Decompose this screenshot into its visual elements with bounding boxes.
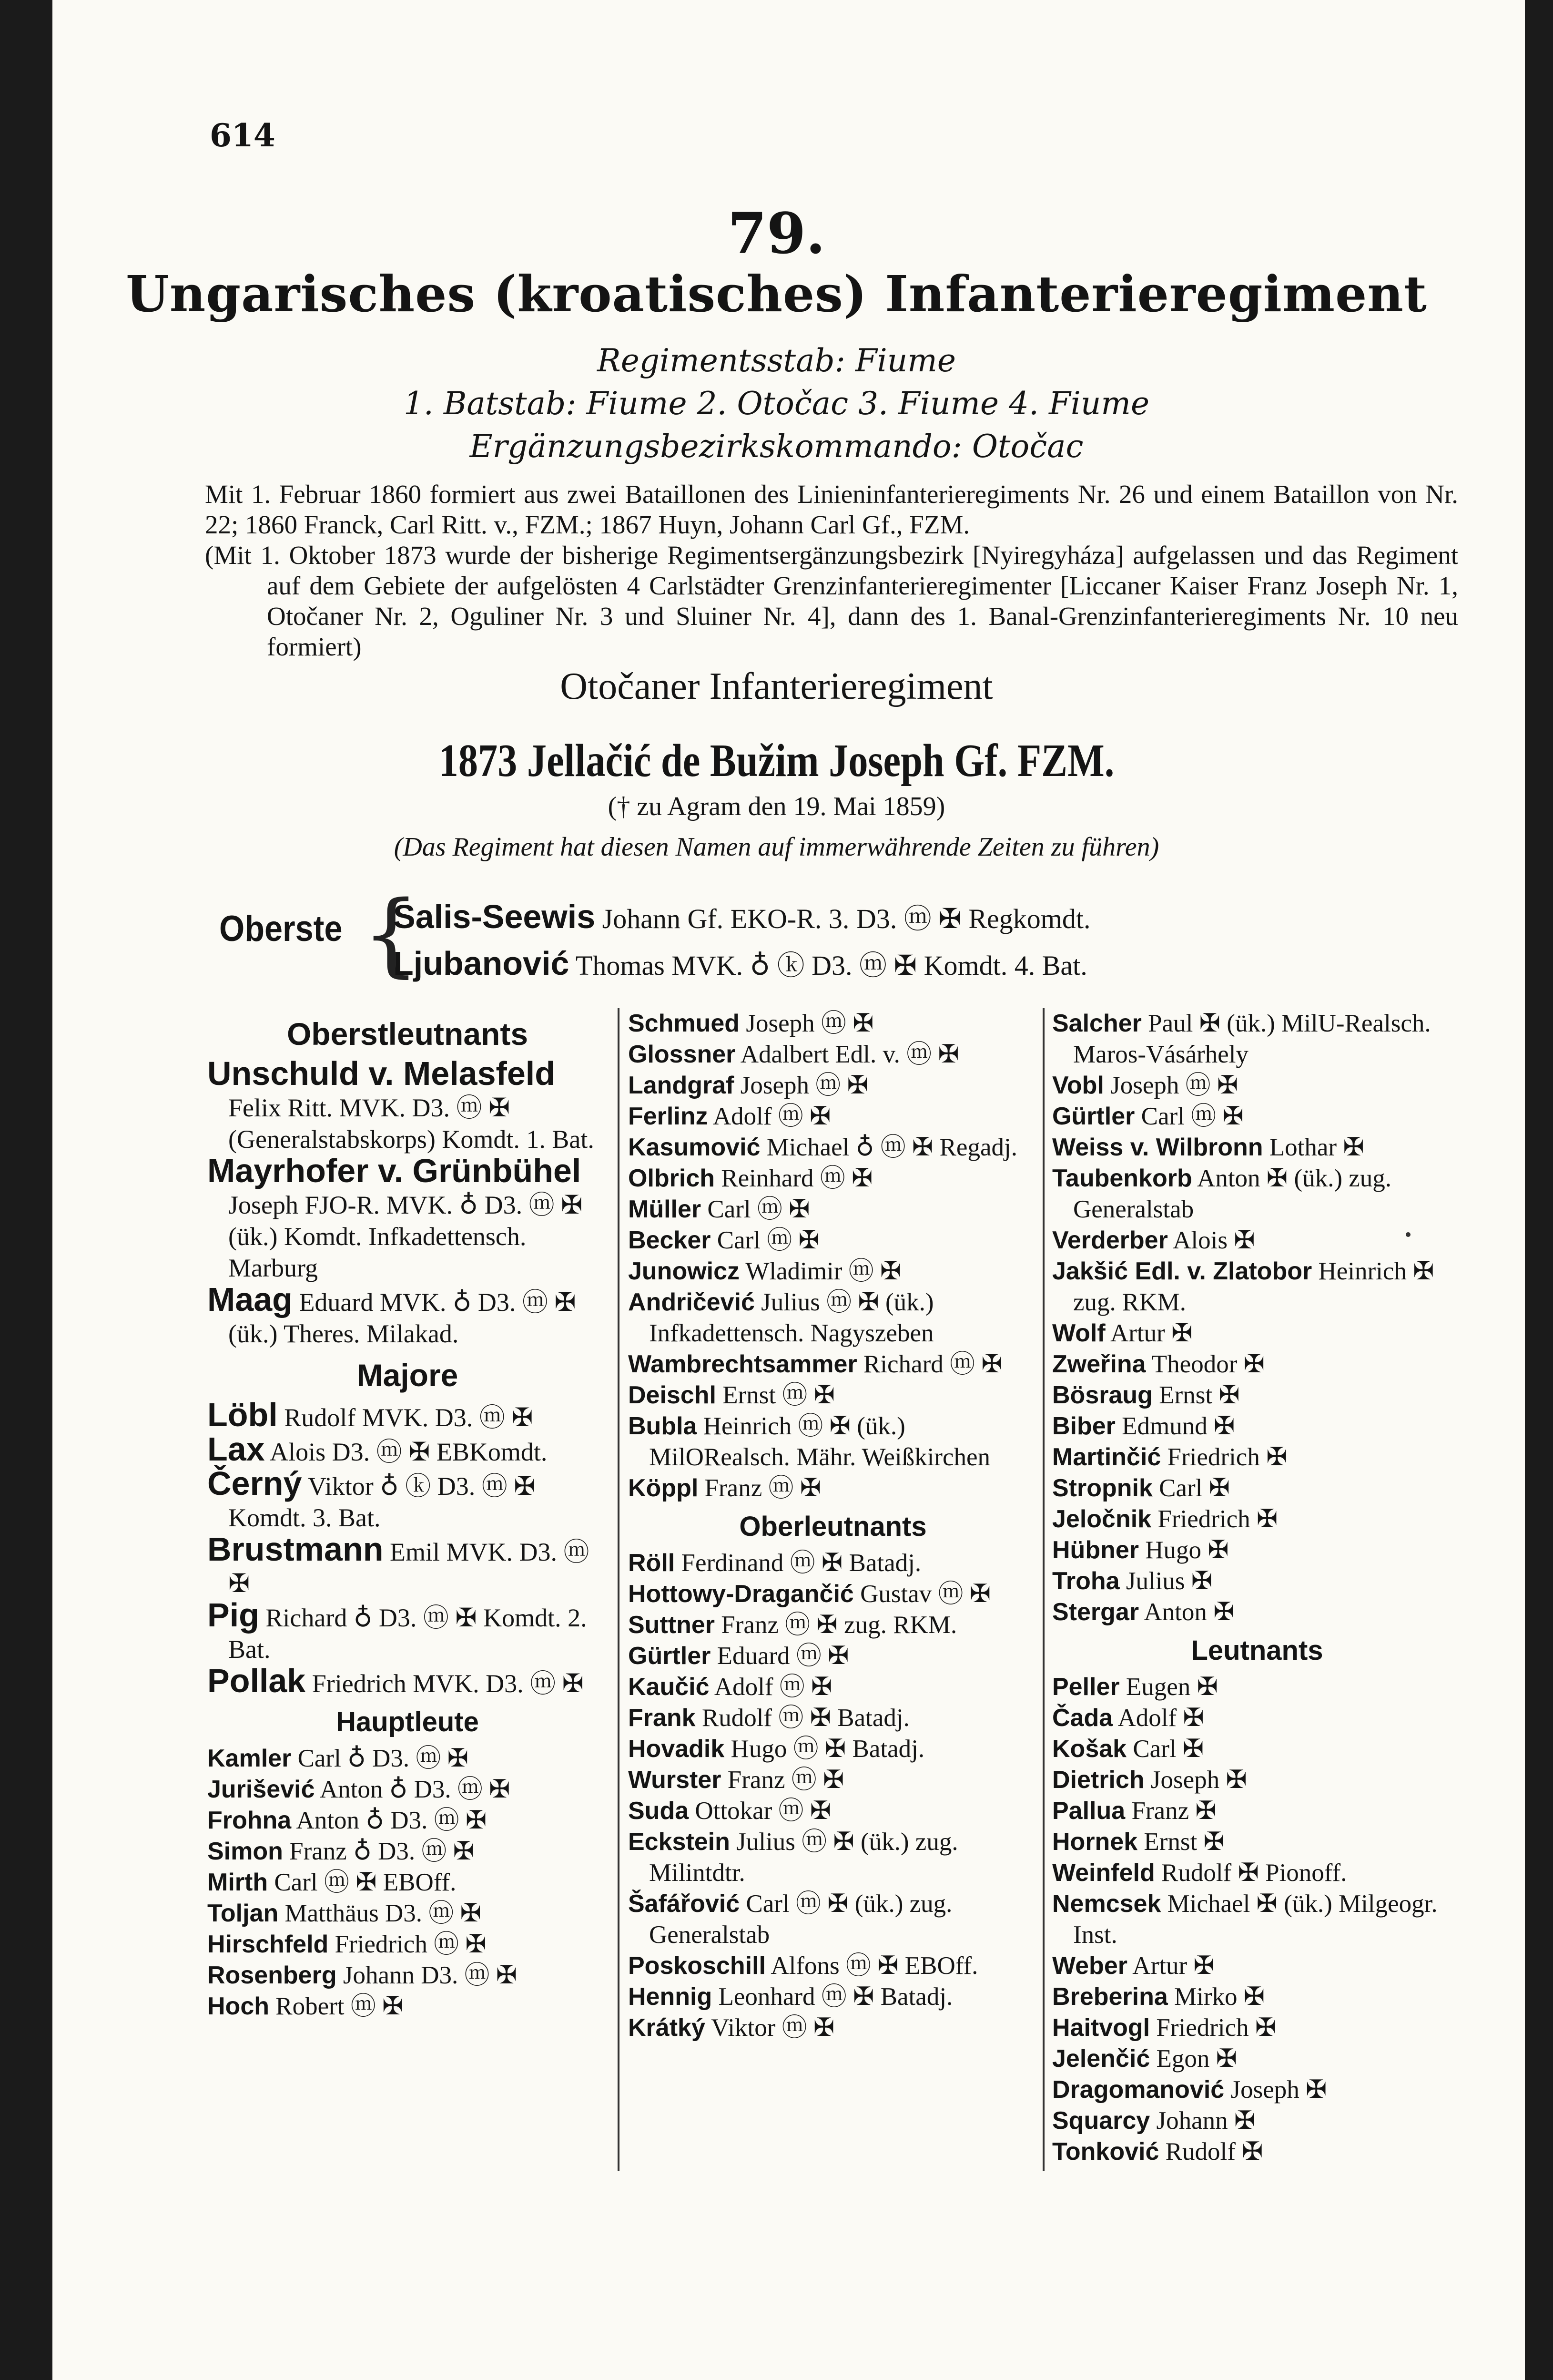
roster-entry: [628, 1548, 1038, 1579]
officer-details: Anton ♁ D3. ⓜ ✠: [291, 1807, 487, 1834]
roster-entry: [628, 1734, 1038, 1765]
officer-surname: Röll: [628, 1549, 675, 1577]
officer-surname: Mirth: [207, 1869, 268, 1896]
roster-entry: [1052, 2074, 1462, 2105]
officer-details: Johann ✠: [1150, 2107, 1256, 2135]
officer-surname: Pig: [207, 1596, 259, 1634]
officer-surname: Hoch: [207, 1992, 269, 2020]
roster-entry: [1052, 1504, 1462, 1535]
officer-details: Adolf ⓜ ✠: [709, 1673, 832, 1701]
officer-details: Alfons ⓜ ✠ EBOff.: [766, 1952, 978, 1980]
officer-details: Anton ♁ D3. ⓜ ✠: [315, 1776, 510, 1803]
roster-entry: [207, 1055, 608, 1155]
roster-entry: [628, 1163, 1038, 1194]
officer-details: Leonhard ⓜ ✠ Batadj.: [712, 1983, 953, 2011]
print-speck: [1406, 1232, 1411, 1237]
officer-surname: Bösraug: [1052, 1381, 1153, 1409]
roster-entry: [1052, 1827, 1462, 1858]
officer-surname: Verderber: [1052, 1226, 1168, 1254]
officer-surname: Brustmann: [207, 1531, 384, 1568]
roster-entry: [628, 1765, 1038, 1796]
roster-entry: [207, 1662, 608, 1699]
officer-details: Viktor ♁ ⓚ D3. ⓜ ✠ Komdt. 3. Bat.: [228, 1472, 536, 1532]
officer-surname: Jelenčić: [1052, 2045, 1150, 2073]
officer-details: Franz ⓜ ✠ zug. RKM.: [715, 1611, 957, 1639]
roster-entry: [1052, 2012, 1462, 2043]
roster-entry: [1052, 1318, 1462, 1349]
officer-details: Ernst ✠: [1152, 1381, 1240, 1409]
section-heading-leutnants: Leutnants: [1191, 1635, 1323, 1666]
roster-entry: [1052, 2043, 1462, 2074]
officer-details: Theodor ✠: [1146, 1350, 1265, 1378]
officer-details: Rudolf MVK. D3. ⓜ ✠: [277, 1403, 533, 1432]
officer-details: Reinhard ⓜ ✠: [715, 1164, 873, 1192]
roster-entry: [628, 1610, 1038, 1641]
roster-entry: [207, 1805, 608, 1836]
officer-details: Franz ⓜ ✠: [721, 1766, 844, 1794]
roster-entry: [207, 1743, 608, 1774]
officer-surname: Schmued: [628, 1010, 740, 1037]
officer-surname: Dragomanović: [1052, 2076, 1225, 2104]
officer-details: Eduard ⓜ ✠: [711, 1642, 849, 1670]
officer-details: Richard ⓜ ✠: [857, 1350, 1003, 1378]
roster-entry: [628, 1827, 1038, 1889]
roster-entry: [1052, 1672, 1462, 1703]
section-heading-hauptleute: Hauptleute: [336, 1706, 479, 1737]
regimentsstab-line: Regimentsstab: Fiume: [597, 342, 956, 379]
officer-details: Wladimir ⓜ ✠: [740, 1257, 902, 1285]
roster-entry: [1052, 1008, 1462, 1070]
officer-surname: Müller: [628, 1195, 701, 1223]
officer-surname: Jeločnik: [1052, 1505, 1152, 1533]
officer-surname: Jurišević: [207, 1776, 315, 1803]
officer-surname: Kaučić: [628, 1673, 710, 1701]
officer-surname: Squarcy: [1052, 2107, 1150, 2135]
roster-entry: [1052, 1858, 1462, 1889]
officer-surname: Košak: [1052, 1735, 1127, 1763]
roster-entry: [628, 1889, 1038, 1951]
namesake: 1873 Jellačić de Bužim Joseph Gf. FZM.: [438, 735, 1115, 787]
roster-entry: [1052, 1101, 1462, 1132]
officer-details: Carl ✠: [1152, 1474, 1230, 1502]
officer-surname: Kasumović: [628, 1134, 761, 1161]
officer-details: Artur ✠: [1127, 1952, 1215, 1980]
officer-surname: Wolf: [1052, 1319, 1106, 1347]
officer-details: Matthäus D3. ⓜ ✠: [278, 1900, 481, 1927]
officer-surname: Šafářović: [628, 1890, 740, 1918]
officer-details: Joseph ✠: [1224, 2076, 1327, 2104]
oberst-name: Ljubanović: [393, 945, 569, 982]
officer-details: Friedrich ⓜ ✠: [328, 1931, 487, 1958]
roster-entry: [628, 1008, 1038, 1039]
officer-surname: Suda: [628, 1797, 689, 1825]
officer-details: Heinrich ✠ zug. RKM.: [1073, 1257, 1434, 1316]
roster-entry: [628, 1349, 1038, 1380]
officer-details: Carl ⓜ ✠: [1135, 1103, 1244, 1130]
roster-entry: [628, 1070, 1038, 1101]
roster-entry: [1052, 1442, 1462, 1473]
officer-details: Richard ♁ D3. ⓜ ✠ Komdt. 2. Bat.: [228, 1604, 587, 1664]
oberste-label: Oberste: [219, 909, 343, 949]
officer-details: Franz ✠: [1125, 1797, 1217, 1825]
roster-entry: [207, 1898, 608, 1929]
roster-entry: [207, 1960, 608, 1991]
officer-surname: Breberina: [1052, 1983, 1168, 2011]
roster-entry: [207, 1465, 608, 1533]
officer-details: Anton ✠ (ük.) zug. Generalstab: [1073, 1164, 1392, 1223]
officer-surname: Ferlinz: [628, 1103, 708, 1130]
officer-surname: Stergar: [1052, 1598, 1139, 1626]
officer-surname: Zweřina: [1052, 1350, 1146, 1378]
officer-surname: Frank: [628, 1704, 696, 1732]
officer-details: Felix Ritt. MVK. D3. ⓜ ✠ (Generalstabskorps) Komdt. 1. Bat.: [228, 1093, 594, 1154]
officer-details: Ottokar ⓜ ✠: [689, 1797, 832, 1825]
perpetual-name-note: (Das Regiment hat diesen Namen auf immerwährende Zeiten zu führen): [394, 832, 1159, 862]
officer-details: Michael ♁ ⓜ ✠ Regadj.: [760, 1134, 1017, 1161]
officer-surname: Martinčić: [1052, 1443, 1161, 1471]
roster-entry: [628, 1579, 1038, 1610]
roster-entry: [1052, 1070, 1462, 1101]
roster-entry: [1052, 1765, 1462, 1796]
officer-surname: Černý: [207, 1465, 302, 1502]
officer-surname: Simon: [207, 1838, 283, 1865]
officer-surname: Olbrich: [628, 1164, 715, 1192]
officer-details: Joseph FJO-R. MVK. ♁ D3. ⓜ ✠ (ük.) Komdt. Infkadettensch. Marburg: [228, 1191, 583, 1282]
officer-surname: Weinfeld: [1052, 1859, 1155, 1887]
roster-entry: [207, 1281, 608, 1349]
officer-surname: Rosenberg: [207, 1961, 337, 1989]
officer-surname: Troha: [1052, 1567, 1120, 1595]
roster-entry: [1052, 2105, 1462, 2136]
roster-entry: [1052, 1597, 1462, 1628]
officer-details: Artur ✠: [1105, 1319, 1193, 1347]
roster-entry: [628, 1796, 1038, 1827]
officer-details: Robert ⓜ ✠: [269, 1992, 404, 2020]
oberst-name: Salis-Seewis: [393, 898, 596, 935]
roster-entry: [628, 1380, 1038, 1411]
officer-surname: Bubla: [628, 1412, 697, 1440]
roster-entry: [1052, 1473, 1462, 1504]
oberst-details: Thomas MVK. ♁ ⓚ D3. ⓜ ✠ Komdt. 4. Bat.: [569, 950, 1087, 981]
ergaenzung-line: Ergänzungsbezirkskommando: Otočac: [469, 428, 1084, 465]
officer-details: Adalbert Edl. v. ⓜ ✠: [735, 1041, 959, 1068]
roster-entry: [628, 1703, 1038, 1734]
officer-details: Friedrich ✠: [1150, 2014, 1277, 2042]
officer-details: Alois ✠: [1167, 1226, 1255, 1254]
officer-surname: Köppl: [628, 1474, 699, 1502]
officer-surname: Maag: [207, 1281, 293, 1318]
officer-details: Franz ♁ D3. ⓜ ✠: [283, 1838, 475, 1865]
officer-details: Joseph ⓜ ✠: [740, 1010, 874, 1037]
officer-details: Carl ⓜ ✠ (ük.) zug. Generalstab: [649, 1890, 953, 1949]
officer-surname: Vobl: [1052, 1072, 1104, 1099]
roster-entry: [628, 1672, 1038, 1703]
history-paragraph-2: (Mit 1. Oktober 1873 wurde der bisherige Regimentsergänzungsbezirk [Nyiregyháza] aufgelassen und das Regiment auf dem Gebiete der aufgelösten 4 Carlstädter Grenzinfanterieregimenter [Liccaner Kaiser Franz Joseph Nr. 1, Otočaner Nr. 2, Oguliner Nr. 3 und Sluiner Nr. 4], dann des 1. Banal-Grenzinfanterieregiments Nr. 10 neu formiert): [205, 541, 1458, 661]
officer-surname: Mayrhofer v. Grünbühel: [207, 1152, 581, 1189]
roster-entry: [1052, 1535, 1462, 1566]
officer-surname: Poskoschill: [628, 1952, 766, 1980]
roster-entry: [207, 1991, 608, 2022]
officer-details: Carl ⓜ ✠ EBOff.: [268, 1869, 457, 1896]
officer-details: Hugo ✠: [1139, 1536, 1229, 1564]
roster-entry: [207, 1929, 608, 1960]
officer-surname: Wambrechtsammer: [628, 1350, 857, 1378]
officer-surname: Eckstein: [628, 1828, 730, 1856]
officer-surname: Andričević: [628, 1288, 755, 1316]
officer-surname: Unschuld v. Melasfeld: [207, 1055, 555, 1092]
officer-surname: Pollak: [207, 1662, 306, 1699]
officer-details: Anton ✠: [1139, 1598, 1235, 1626]
officer-details: Carl ♁ D3. ⓜ ✠: [291, 1745, 469, 1772]
officer-surname: Dietrich: [1052, 1766, 1145, 1794]
roster-entry: [1052, 1982, 1462, 2012]
officer-surname: Landgraf: [628, 1072, 734, 1099]
officer-surname: Gürtler: [1052, 1103, 1135, 1130]
roster-entry: [1052, 1132, 1462, 1163]
roster-entry: [207, 1533, 608, 1599]
officer-surname: Kamler: [207, 1745, 292, 1772]
officer-details: Egon ✠: [1150, 2045, 1238, 2073]
officer-surname: Peller: [1052, 1673, 1120, 1701]
roster-entry: [207, 1152, 608, 1284]
officer-details: Gustav ⓜ ✠: [853, 1580, 991, 1608]
officer-surname: Haitvogl: [1052, 2014, 1150, 2042]
officer-details: Emil MVK. D3. ⓜ ✠: [228, 1538, 589, 1598]
column-1: [207, 1008, 608, 2022]
officer-details: Alois D3. ⓜ ✠ EBKomdt.: [264, 1438, 548, 1466]
former-name: Otočaner Infanterieregiment: [560, 665, 993, 707]
officer-details: Friedrich ✠: [1161, 1443, 1288, 1471]
officer-details: Hugo ⓜ ✠ Batadj.: [724, 1735, 925, 1763]
section-heading-majore: Majore: [356, 1358, 458, 1393]
officer-details: Edmund ✠: [1115, 1412, 1235, 1440]
officer-surname: Čada: [1052, 1704, 1113, 1732]
officer-details: Friedrich MVK. D3. ⓜ ✠: [305, 1669, 584, 1698]
roster-entry: [1052, 1349, 1462, 1380]
roster-entry: [628, 1641, 1038, 1672]
officer-details: Carl ⓜ ✠: [711, 1226, 820, 1254]
section-heading-oberstleutnants: Oberstleutnants: [286, 1016, 528, 1052]
column-3: [1052, 1008, 1462, 2167]
officer-details: Rudolf ✠: [1159, 2138, 1263, 2165]
roster-entry: [628, 1101, 1038, 1132]
roster-entry: [628, 1132, 1038, 1163]
officer-surname: Wurster: [628, 1766, 721, 1794]
roster-entry: [628, 1225, 1038, 1256]
history-text: [205, 479, 1458, 662]
officer-surname: Hottowy-Dragančić: [628, 1580, 854, 1608]
officer-details: Friedrich ✠: [1151, 1505, 1278, 1533]
officer-surname: Deischl: [628, 1381, 716, 1409]
officer-details: Ernst ✠: [1137, 1828, 1225, 1856]
officer-details: Ferdinand ⓜ ✠ Batadj.: [675, 1549, 922, 1577]
officer-details: Lothar ✠: [1263, 1134, 1364, 1161]
roster-entry: [628, 1256, 1038, 1287]
column-divider: [1043, 1008, 1045, 2171]
oberst-entry: [393, 896, 1091, 936]
officer-surname: Junowicz: [628, 1257, 740, 1285]
officer-surname: Lax: [207, 1430, 265, 1468]
officer-surname: Suttner: [628, 1611, 715, 1639]
officer-surname: Hübner: [1052, 1536, 1139, 1564]
page-number: 614: [210, 117, 275, 154]
history-paragraph-1: Mit 1. Februar 1860 formiert aus zwei Bataillonen des Linieninfanterieregiments Nr. 26 und einem Bataillon von Nr. 22; 1860 Franck, Carl Ritt. v., FZM.; 1867 Huyn, Johann Carl Gf., FZM.: [205, 480, 1458, 539]
roster-entry: [1052, 1703, 1462, 1734]
officer-details: Joseph ✠: [1144, 1766, 1247, 1794]
officer-surname: Toljan: [207, 1900, 279, 1927]
section-heading-oberleutnants: Oberleutnants: [739, 1511, 927, 1542]
regiment-number: 79.: [727, 200, 826, 266]
batstab-line: 1. Batstab: Fiume 2. Otočac 3. Fiume 4. Fiume: [403, 385, 1150, 422]
officer-details: Joseph ⓜ ✠: [734, 1072, 868, 1099]
roster-entry: [628, 1951, 1038, 1982]
roster-entry: [1052, 1951, 1462, 1982]
column-divider: [618, 1008, 619, 2171]
officer-surname: Biber: [1052, 1412, 1116, 1440]
officer-details: Eduard MVK. ♁ D3. ⓜ ✠ (ük.) Theres. Milakad.: [228, 1288, 576, 1348]
officer-surname: Frohna: [207, 1807, 292, 1834]
namesake-death-note: († zu Agram den 19. Mai 1859): [608, 792, 945, 821]
officer-surname: Hirschfeld: [207, 1931, 329, 1958]
roster-entry: [1052, 1256, 1462, 1318]
officer-surname: Krátký: [628, 2014, 705, 2042]
officer-surname: Taubenkorb: [1052, 1164, 1192, 1192]
roster-entry: [628, 1982, 1038, 2012]
officer-details: Julius ✠: [1119, 1567, 1213, 1595]
roster-entry: [628, 1411, 1038, 1473]
officer-details: Carl ✠: [1127, 1735, 1204, 1763]
roster-entry: [207, 1867, 608, 1898]
officer-details: Viktor ⓜ ✠: [705, 2014, 835, 2042]
brace-glyph: {: [362, 881, 420, 987]
column-2: [628, 1008, 1038, 2043]
roster-entry: [207, 1396, 608, 1433]
officer-details: Adolf ⓜ ✠: [708, 1103, 831, 1130]
oberst-details: Johann Gf. EKO-R. 3. D3. ⓜ ✠ Regkomdt.: [595, 903, 1091, 934]
roster-entry: [1052, 1380, 1462, 1411]
officer-details: Heinrich ⓜ ✠ (ük.) MilORealsch. Mähr. Weißkirchen: [649, 1412, 990, 1471]
roster-entry: [628, 1194, 1038, 1225]
officer-details: Carl ⓜ ✠: [701, 1195, 810, 1223]
officer-details: Joseph ⓜ ✠: [1104, 1072, 1238, 1099]
roster-entry: [1052, 1225, 1462, 1256]
officer-surname: Hornek: [1052, 1828, 1138, 1856]
officer-details: Julius ⓜ ✠ (ük.) zug. Milintdtr.: [649, 1828, 958, 1887]
regiment-title: Ungarisches (kroatisches) Infanterieregiment: [126, 265, 1427, 323]
officer-details: Ernst ⓜ ✠: [716, 1381, 835, 1409]
officer-surname: Weiss v. Wilbronn: [1052, 1134, 1263, 1161]
officer-surname: Jakšić Edl. v. Zlatobor: [1052, 1257, 1312, 1285]
officer-details: Mirko ✠: [1167, 1983, 1265, 2011]
officer-details: Franz ⓜ ✠: [698, 1474, 822, 1502]
officer-surname: Gürtler: [628, 1642, 711, 1670]
roster-entry: [1052, 1796, 1462, 1827]
officer-details: Eugen ✠: [1119, 1673, 1218, 1701]
officer-surname: Salcher: [1052, 1010, 1142, 1037]
roster-entry: [628, 2012, 1038, 2043]
oberst-entry: [393, 943, 1087, 983]
officer-details: Paul ✠ (ük.) MilU-Realsch. Maros-Vásárhely: [1073, 1010, 1431, 1068]
roster-entry: [628, 1473, 1038, 1504]
officer-surname: Becker: [628, 1226, 711, 1254]
roster-entry: [207, 1774, 608, 1805]
roster-entry: [1052, 2136, 1462, 2167]
officer-surname: Löbl: [207, 1396, 278, 1433]
officer-surname: Weber: [1052, 1952, 1127, 1980]
roster-entry: [1052, 1566, 1462, 1597]
officer-surname: Glossner: [628, 1041, 736, 1068]
officer-details: Adolf ✠: [1113, 1704, 1204, 1732]
officer-surname: Tonković: [1052, 2138, 1159, 2165]
roster-entry: [1052, 1734, 1462, 1765]
officer-details: Julius ⓜ ✠ (ük.) Infkadettensch. Nagyszeben: [649, 1288, 934, 1347]
officer-details: Michael ✠ (ük.) Milgeogr. Inst.: [1073, 1890, 1438, 1949]
officer-surname: Stropnik: [1052, 1474, 1153, 1502]
roster-entry: [207, 1430, 608, 1468]
roster-entry: [628, 1039, 1038, 1070]
officer-details: Rudolf ✠ Pionoff.: [1155, 1859, 1347, 1887]
officer-surname: Hennig: [628, 1983, 712, 2011]
officer-surname: Hovadik: [628, 1735, 725, 1763]
officer-details: Rudolf ⓜ ✠ Batadj.: [695, 1704, 910, 1732]
roster-entry: [1052, 1163, 1462, 1225]
officer-surname: Nemcsek: [1052, 1890, 1161, 1918]
roster-entry: [207, 1836, 608, 1867]
roster-entry: [1052, 1889, 1462, 1951]
officer-details: Johann D3. ⓜ ✠: [336, 1961, 518, 1989]
roster-entry: [207, 1596, 608, 1665]
roster-entry: [1052, 1411, 1462, 1442]
roster-entry: [628, 1287, 1038, 1349]
officer-surname: Pallua: [1052, 1797, 1126, 1825]
